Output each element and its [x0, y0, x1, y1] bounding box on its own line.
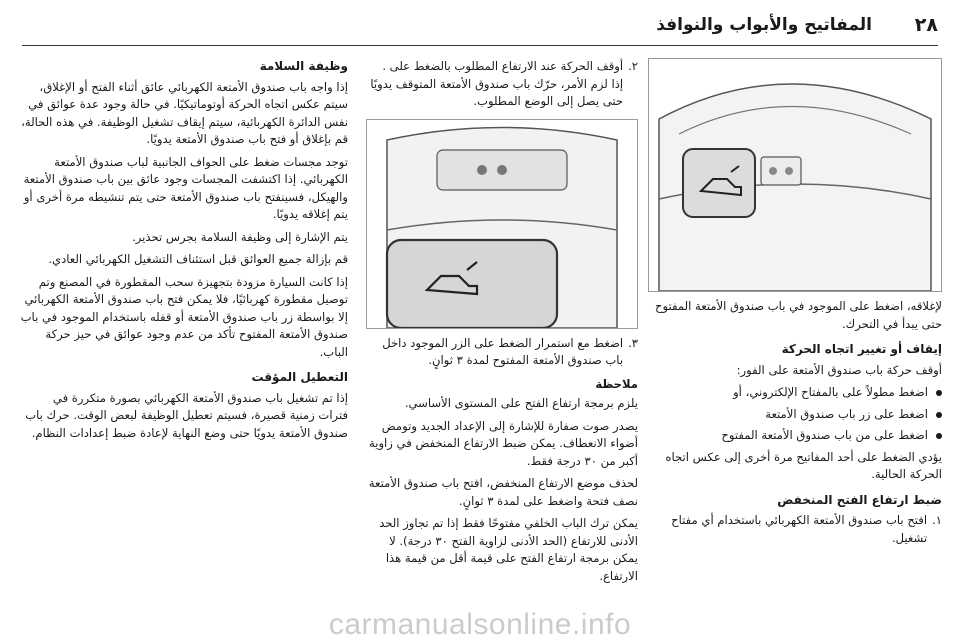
disable-paragraph: إذا تم تشغيل باب صندوق الأمتعة الكهربائي بصورة متكررة في فترات زمنية قصيرة، فسيتم تعطيل الوظيفة لبعض الوقت. حرك باب صندوق الأمتعة يدويًا حتى وضع النهاية لإعادة ضبط إعدادات النظام. [25, 390, 348, 440]
step-text: اضغط مع استمرار الضغط على الزر الموجود داخل باب صندوق الأمتعة المفتوح لمدة ٣ ثوانٍ. [382, 335, 624, 367]
safety-paragraph: قم بإزالة جميع العوائق قبل استئناف التشغيل الكهربائي العادي. [48, 252, 348, 266]
step-text: افتح باب صندوق الأمتعة الكهربائي باستخدام أي مفتاح تشغيل. [671, 513, 928, 545]
safety-paragraph: توجد مجسات ضغط على الحواف الجانبية لباب صندوق الأمتعة الكهربائي. إذا اكتشفت المجسات وجود عائق بين باب صندوق الأمتعة والهيكل، فسينفتح باب صندوق الأمتعة حتى يتم تنشيطه مرة أخرى أو يتم إغلاقه يدويًا. [23, 154, 348, 221]
stop-bullet-list [650, 384, 942, 445]
reverse-instruction: يؤدي الضغط على أحد المفاتيح مرة أخرى إلى عكس اتجاه الحركة الحالية. [665, 449, 942, 481]
step-2 [368, 58, 638, 111]
safety-heading: وظيفة السلامة [259, 59, 348, 73]
left-column [20, 58, 348, 447]
note-heading: ملاحظة [595, 376, 638, 391]
tailgate-interior-icon [367, 120, 637, 328]
tailgate-button-illustration [648, 58, 942, 292]
stop-heading: إيقاف أو تغيير اتجاه الحركة [781, 342, 942, 356]
tailgate-open-icon [649, 59, 941, 291]
safety-paragraph: يتم الإشارة إلى وظيفة السلامة بجرس تحذير. [132, 229, 348, 244]
step-3 [368, 335, 638, 370]
step-number: ٣. [628, 335, 638, 350]
middle-column [368, 58, 638, 590]
stop-bullet: اضغط على من باب صندوق الأمتعة المفتوح [650, 427, 928, 445]
height-heading: ضبط ارتفاع الفتح المنخفض [777, 492, 942, 507]
note-paragraph: يصدر صوت صفارة للإشارة إلى الإعداد الجديد وتومض أضواء الانعطاف. يمكن ضبط الارتفاع المنخفض في زاوية أكبر من ٣٠ درجة فقط. [369, 418, 638, 468]
step-1 [650, 512, 942, 547]
header-divider [22, 45, 938, 46]
watermark: carmanualsonline.info [328, 608, 632, 641]
page-number: ٢٨ [914, 14, 938, 36]
note-paragraph: لحذف موضع الارتفاع المنخفض، افتح باب صندوق الأمتعة نصف فتحة واضغط على لمدة ٣ ثوانٍ. [368, 476, 638, 508]
right-column [650, 58, 942, 552]
step-number: ١. [932, 513, 942, 527]
disable-heading: التعطيل المؤقت [251, 370, 348, 384]
safety-paragraph: إذا كانت السيارة مزودة بتجهيزة سحب المقطورة في المصنع وتم توصيل مقطورة كهربائيًا، فلا يمكن فتح باب صندوق الأمتعة الكهربائي إلا بواسطة زر باب صندوق الأمتعة أو قفله باستخدام الموجود في باب صندوق الأمتعة المفتوح تأكد من عدم وجود عوائق في حيز حركة الباب. [20, 274, 348, 359]
safety-paragraph: إذا واجه باب صندوق الأمتعة الكهربائي عائق أثناء الفتح أو الإغلاق، سيتم عكس اتجاه الحركة أوتوماتيكيًا. في حالة وجود عدة عوائق في نفس الدائرة الكهربائية، سيتم إيقاف تشغيل الوظيفة. في هذه الحالة، قم بإغلاق أو فتح باب صندوق الأمتعة يدويًا. [21, 79, 348, 146]
stop-intro: أوقف حركة باب صندوق الأمتعة على الفور: [736, 362, 942, 377]
page-header [0, 0, 960, 46]
stop-bullet: اضغط على زر باب صندوق الأمتعة [650, 406, 928, 424]
lock-instruction: لإغلاقه، اضغط على الموجود في باب صندوق الأمتعة المفتوح حتى يبدأ في التحرك. [655, 299, 942, 331]
chapter-title: المفاتيح والأبواب والنوافذ [656, 15, 872, 35]
step-number: ٢. [628, 59, 638, 73]
note-paragraph: يمكن ترك الباب الخلفي مفتوحًا فقط إذا تم تجاوز الحد الأدنى للارتفاع (الحد الأدنى لزاوية الفتح ٣٠ درجة). لا يمكن برمجة ارتفاع الفتح على قيمة أقل من قيمة هذا الارتفاع. [379, 516, 638, 583]
step-text: أوقف الحركة عند الارتفاع المطلوب بالضغط على . إذا لزم الأمر، حرّك باب صندوق الأمتعة المتوقف يدويًا حتى يصل إلى الوضع المطلوب. [370, 59, 624, 108]
stop-bullet: اضغط مطولاً على بالمفتاح الإلكتروني، أو [650, 384, 928, 402]
interior-button-illustration [366, 119, 638, 329]
note-paragraph: يلزم برمجة ارتفاع الفتح على المستوى الأساسي. [404, 396, 638, 410]
